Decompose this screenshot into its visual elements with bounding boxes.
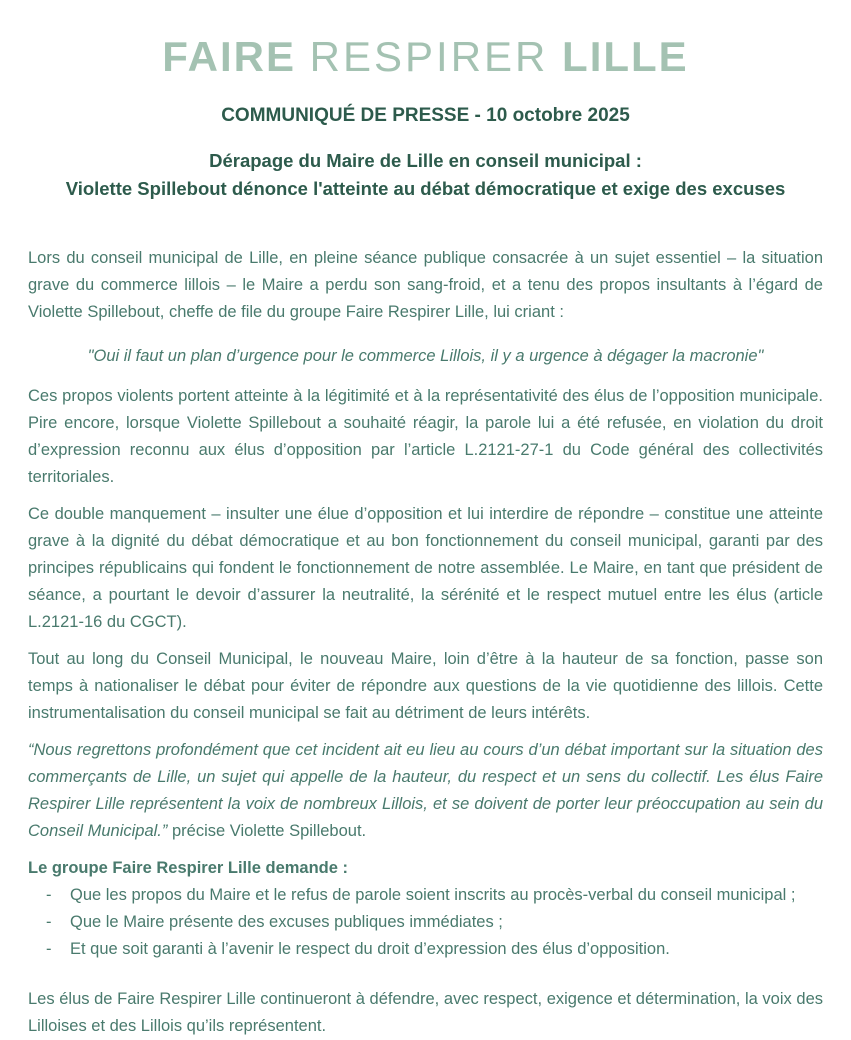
paragraph-closing: Les élus de Faire Respirer Lille continueront à défendre, avec respect, exigence et détermination, la voix des Lilloises et des Lillois qu’ils représentent. [28,990,823,1036]
demand-item-2 [28,909,823,936]
demands-section [28,855,823,963]
mayor-quote: "Oui il faut un plan d’urgence pour le commerce Lillois, il y a urgence à dégager la macronie" [87,347,764,366]
statement-attribution: précise Violette Spillebout. [167,822,367,841]
demand-text-1: Que les propos du Maire et le refus de parole soient inscrits au procès-verbal du conseil municipal ; [70,886,796,905]
logo-word-respirer: RESPIRER [309,33,549,80]
dash-marker: - [46,913,52,932]
paragraph-nationaliser: Tout au long du Conseil Municipal, le nouveau Maire, loin d’être à la hauteur de sa fonction, passe son temps à nationaliser le débat pour éviter de répondre aux questions de la vie quotidienne des lillois. Cette instrumentalisation du conseil municipal se fait au détriment de leurs intérêts. [28,650,823,723]
paragraph-double-manquement: Ce double manquement – insulter une élue d’opposition et lui interdire de répondre – constitue une atteinte grave à la dignité du débat démocratique et au bon fonctionnement du conseil municipal, garanti par des principes républicains qui fondent le fonctionnement de notre assemblée. Le Maire, en tant que président de séance, a pourtant le devoir d’assurer la neutralité, la sérénité et le respect mutuel entre les élus (article L.2121-16 du CGCT). [28,505,823,632]
demands-heading: Le groupe Faire Respirer Lille demande : [28,859,349,878]
demand-text-2: Que le Maire présente des excuses publiques immédiates ; [70,913,503,932]
demand-text-3: Et que soit garanti à l’avenir le respect du droit d’expression des élus d’opposition. [70,940,670,959]
logo-faire-respirer-lille [28,34,823,80]
paragraph-legitimacy: Ces propos violents portent atteinte à la légitimité et à la représentativité des élus de l’opposition municipale. Pire encore, lorsque Violette Spillebout a souhaité réagir, la parole lui a été refusée, en violation du droit d’expression reconnu aux élus d’opposition par l’article L.2121-27-1 du Code général des collectivités territoriales. [28,387,823,487]
dash-marker: - [46,886,52,905]
headline-line-1: Dérapage du Maire de Lille en conseil municipal : [209,150,642,172]
statement-quote: “Nous regrettons profondément que cet incident ait eu lieu au cours d’un débat important sur la situation des commerçants de Lille, un sujet qui appelle de la hauteur, du respect et un sens du collectif. Les élus Faire Respirer Lille représentent la voix de nombreux Lillois, et se doivent de porter leur préoccupation au sein du Conseil Municipal.” [28,741,823,841]
paragraph-intro: Lors du conseil municipal de Lille, en pleine séance publique consacrée à un sujet essentiel – la situation grave du commerce lillois – le Maire a perdu son sang-froid, et a tenu des propos insultants à l’égard de Violette Spillebout, cheffe de file du groupe Faire Respirer Lille, lui criant : [28,249,823,322]
headline-line-2: Violette Spillebout dénonce l'atteinte au débat démocratique et exige des excuses [65,178,786,200]
dash-marker: - [46,940,52,959]
press-release-kicker: COMMUNIQUÉ DE PRESSE - 10 octobre 2025 [221,105,630,127]
document-body [28,245,823,1040]
logo-word-faire: FAIRE [162,33,296,80]
paragraph-spillebout-statement [28,737,823,845]
headline [28,147,823,203]
demand-item-3 [28,936,823,963]
demand-item-1 [28,882,823,909]
logo-word-lille: LILLE [562,33,689,80]
